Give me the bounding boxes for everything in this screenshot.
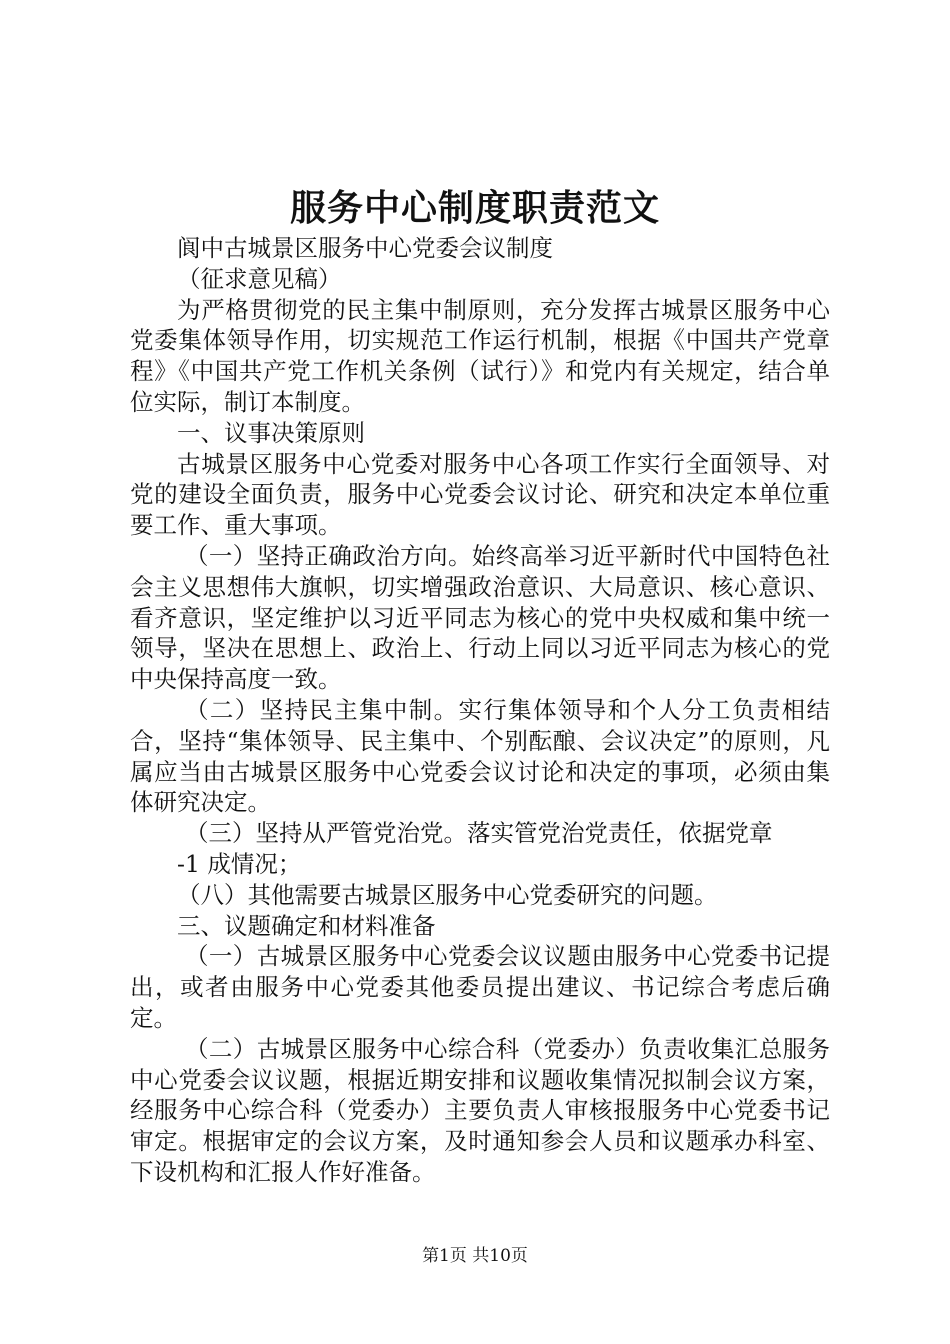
paragraph-item-8: （八）其他需要古城景区服务中心党委研究的问题。 <box>177 880 718 909</box>
section-heading-3: 三、议题确定和材料准备 <box>177 911 436 940</box>
subtitle-line: 阆中古城景区服务中心党委会议制度 <box>177 234 553 262</box>
paragraph-principle: 古城景区服务中心党委对服务中心各项工作实行全面领导、对党的建设全面负责，服务中心党委会议讨论、研究和决定本单位重要工作、重大事项。 <box>130 449 830 540</box>
paragraph-topic-1: （一）古城景区服务中心党委会议议题由服务中心党委书记提出，或者由服务中心党委其他委员提出建议、书记综合考虑后确定。 <box>130 942 830 1032</box>
draft-note: （征求意见稿） <box>177 264 342 293</box>
paragraph-item-1: （一）坚持正确政治方向。始终高举习近平新时代中国特色社会主义思想伟大旗帜，切实增强政治意识、大局意识、核心意识、看齐意识，坚定维护以习近平同志为核心的党中央权威和集中统一领导，坚决在思想上、政治上、行动上同以习近平同志为核心的党中央保持高度一致。 <box>130 541 830 694</box>
paragraph-fragment: -1 成情况； <box>177 849 302 878</box>
page-footer: 第1页 共10页 <box>422 1246 528 1266</box>
paragraph-item-3: （三）坚持从严管党治党。落实管党治党责任，依据党章 <box>185 819 773 848</box>
paragraph-item-2: （二）坚持民主集中制。实行集体领导和个人分工负责相结合，坚持“集体领导、民主集中、个别酝酿、会议决定”的原则，凡属应当由古城景区服务中心党委会议讨论和决定的事项，必须由集体研究决定。 <box>130 695 830 817</box>
section-heading-1: 一、议事决策原则 <box>177 418 365 447</box>
document-body <box>130 233 830 1188</box>
document-title: 服务中心制度职责范文 <box>289 187 660 229</box>
paragraph-topic-2: （二）古城景区服务中心综合科（党委办）负责收集汇总服务中心党委会议议题，根据近期安排和议题收集情况拟制会议方案，经服务中心综合科（党委办）主要负责人审核报服务中心党委书记审定。根据审定的会议方案，及时通知参会人员和议题承办科室、下设机构和汇报人作好准备。 <box>130 1034 830 1186</box>
paragraph-intro: 为严格贯彻党的民主集中制原则，充分发挥古城景区服务中心党委集体领导作用，切实规范工作运行机制，根据《中国共产党章程》《中国共产党工作机关条例（试行）》和党内有关规定，结合单位实际，制订本制度。 <box>130 295 830 416</box>
